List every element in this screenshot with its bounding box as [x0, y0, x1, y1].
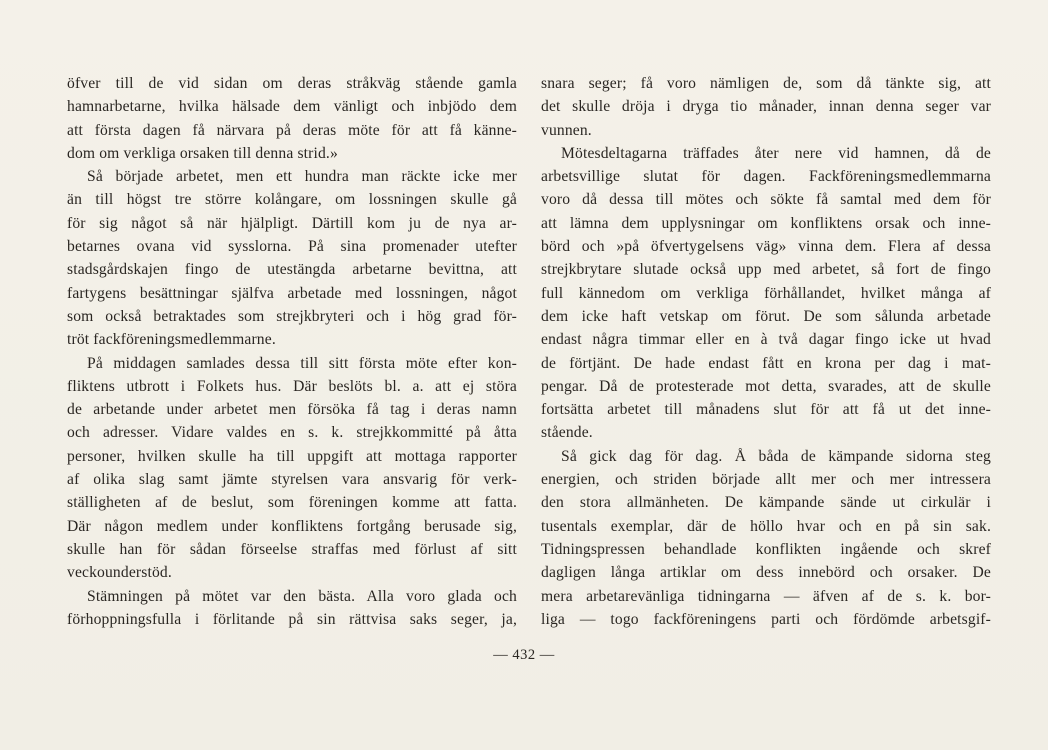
text-line: endast några timmar eller en à två dagar fingo icke ut hvad [541, 331, 991, 349]
text-line: Tidningspressen behandlade konflikten ingående och skref [541, 540, 991, 558]
text-line: Så började arbetet, men ett hundra man räckte icke mer [87, 168, 517, 186]
left-text-column [67, 72, 517, 631]
text-line: full kännedom om verkliga förhållandet, hvilket många af [541, 284, 991, 302]
text-line: hamnarbetarne, hvilka hälsade dem vänligt och inbjödo dem [67, 98, 517, 116]
text-line: af olika slag samt jämte styrelsen vara ansvarig för verk- [67, 471, 517, 489]
text-line: arbetsvillige slutat för dagen. Fackföreningsmedlemmarna [541, 168, 991, 186]
page-number: — 432 — [493, 647, 555, 663]
text-line: som också betraktades som strejkbryteri och i hög grad för- [67, 307, 517, 325]
text-line: för sig något så när hjälpligt. Därtill kom ju de nya ar- [67, 214, 517, 232]
text-line: att första dagen få närvara på deras möte för att få känne- [67, 121, 517, 139]
text-line: pengar. Då de protesterade mot detta, svarades, att de skulle [541, 377, 991, 395]
text-line: personer, hvilken skulle ha till uppgift att mottaga rapporter [67, 447, 517, 465]
text-line: På middagen samlades dessa till sitt första möte efter kon- [87, 354, 517, 372]
text-line: de förtjänt. De hade endast fått en krona per dag i mat- [541, 354, 991, 372]
text-line: voro då dessa till mötes och sökte få samtal med dem för [541, 191, 991, 209]
text-line: dom om verkliga orsaken till denna strid.» [67, 144, 338, 162]
text-line: tusentals exemplar, där de höllo hvar och en på sin sak. [541, 517, 991, 535]
text-line: än till högst tre större kolångare, om lossningen skulle gå [67, 191, 517, 209]
text-line: Mötesdeltagarna träffades åter nere vid hamnen, då de [561, 144, 991, 162]
text-line: fartygens besättningar själfva arbetade med lossningen, något [67, 284, 517, 302]
text-line: snara seger; få voro nämligen de, som då tänkte sig, att [541, 75, 991, 92]
text-line: tröt fackföreningsmedlemmarne. [67, 331, 276, 349]
text-line: den stora allmänheten. De kämpande sände ut cirkulär i [541, 494, 991, 512]
text-line: Stämningen på mötet var den bästa. Alla voro glada och [87, 587, 517, 605]
text-line: fortsätta arbetet till månadens slut för att få ut det inne- [541, 401, 991, 419]
text-line: Där någon medlem under konfliktens fortgång berusade sig, [67, 517, 517, 535]
text-line: vunnen. [541, 121, 592, 139]
text-line: mera arbetarevänliga tidningarna — äfven af de s. k. bor- [541, 587, 991, 605]
text-line: fliktens utbrott i Folkets hus. Där beslöts bl. a. att ej störa [67, 377, 517, 395]
text-line: liga — togo fackföreningens parti och fördömde arbetsgif- [541, 610, 991, 628]
right-text-column [541, 72, 991, 631]
text-line: veckounderstöd. [67, 564, 172, 582]
text-line: energien, och striden började allt mer och mer intressera [541, 471, 991, 489]
text-line: att lämna dem upplysningar om konfliktens orsak och inne- [541, 214, 991, 232]
text-line: Så gick dag för dag. Å båda de kämpande sidorna steg [561, 447, 991, 465]
text-line: skulle han för sådan förseelse straffas med förlust af sitt [67, 540, 517, 558]
text-line: börd och »på öfvertygelsens väg» vinna dem. Flera af dessa [541, 238, 991, 256]
text-line: stadsgårdskajen fingo de utestängda arbetarne bevittna, att [67, 261, 517, 279]
text-line: öfver till de vid sidan om deras stråkväg stående gamla [67, 75, 517, 92]
text-line: stående. [541, 424, 593, 442]
text-line: de arbetande under arbetet men försöka få tag i deras namn [67, 401, 517, 419]
text-line: och adresser. Vidare valdes en s. k. strejkkommitté på åtta [67, 424, 517, 442]
text-line: betarnes ovana vid sysslorna. På sina promenader utefter [67, 238, 517, 256]
text-line: det skulle dröja i dryga tio månader, innan denna seger var [541, 98, 991, 116]
text-line: dem icke haft vetskap om förut. De som sålunda arbetade [541, 307, 991, 325]
text-line: strejkbrytare slutade också upp med arbetet, så fort de fingo [541, 261, 991, 279]
text-line: ställigheten af de beslut, som föreningen komme att fatta. [67, 494, 517, 512]
text-line: förhoppningsfulla i förlitande på sin rättvisa saks seger, ja, [67, 610, 517, 628]
text-line: dagligen långa artiklar om dess innebörd och orsaker. De [541, 564, 991, 582]
